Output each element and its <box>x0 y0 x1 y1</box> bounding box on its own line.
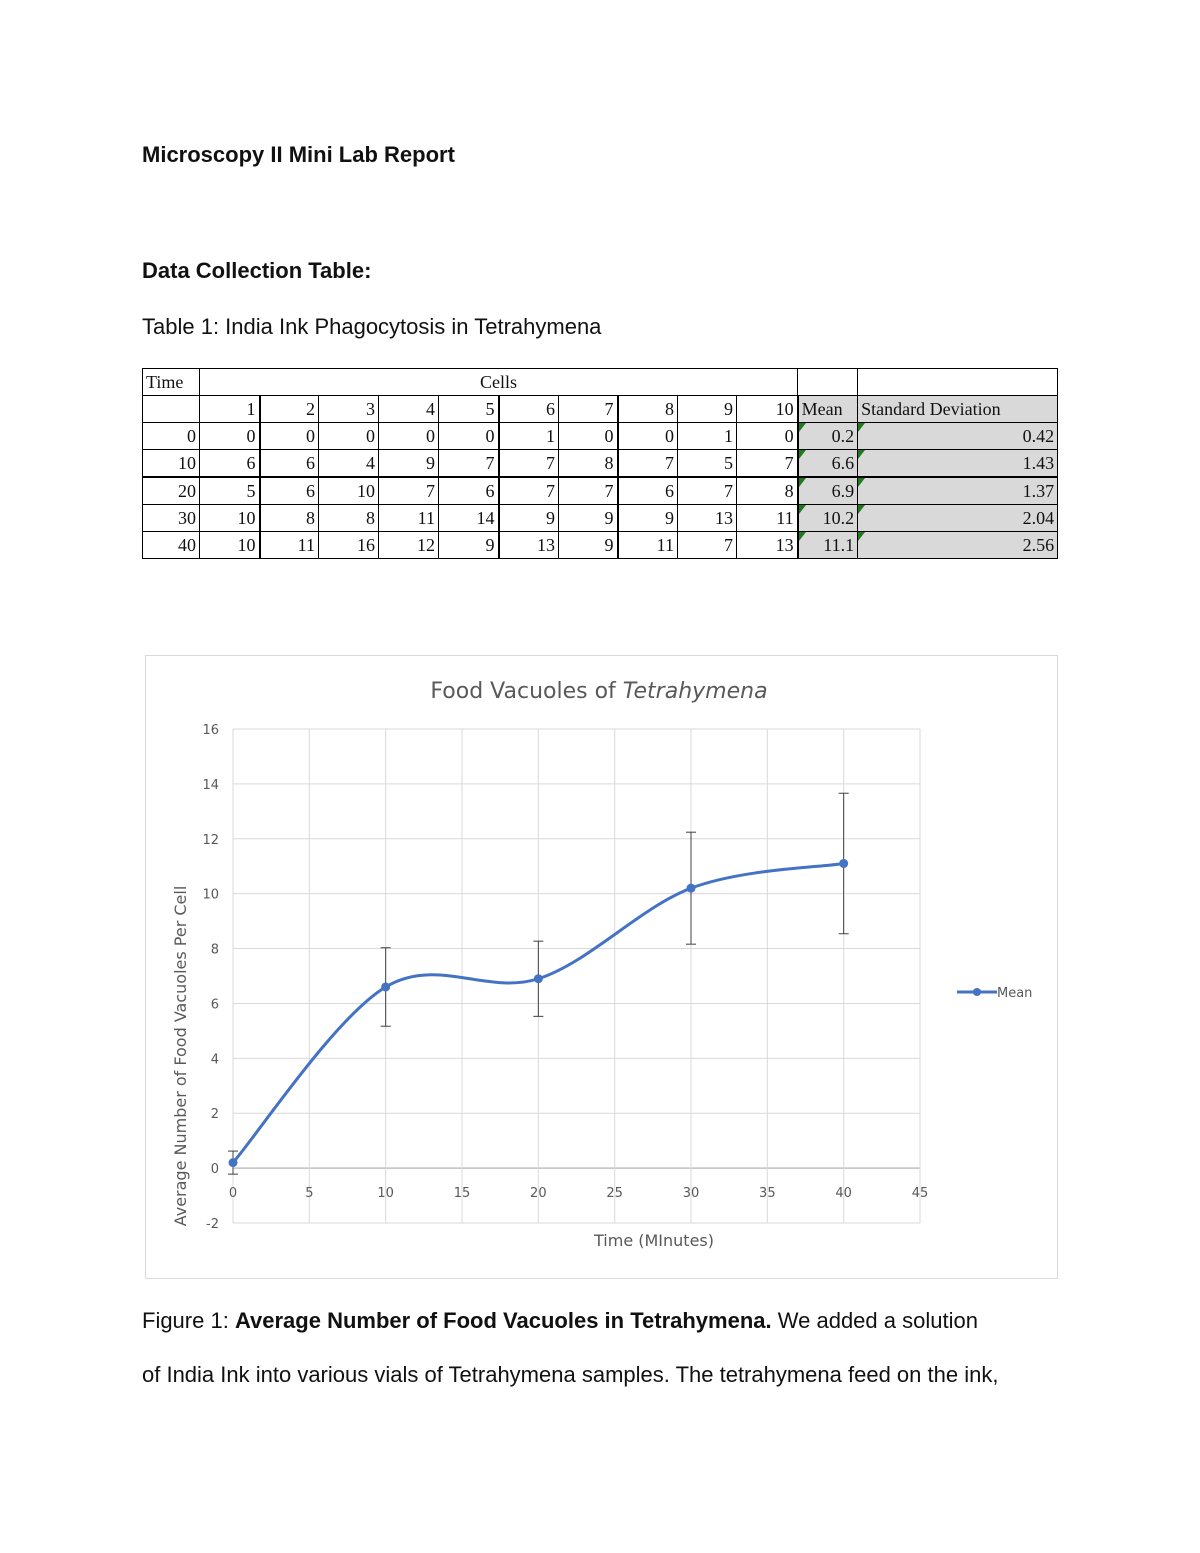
cell-count: 7 <box>678 477 737 505</box>
cell-count: 0 <box>200 423 260 450</box>
y-tick-label: 6 <box>210 997 219 1013</box>
table-row <box>143 477 1058 505</box>
cell-count: 9 <box>439 532 499 559</box>
cell-count: 7 <box>499 477 559 505</box>
cell-count: 10 <box>200 505 260 532</box>
green-triangle-icon <box>858 423 865 432</box>
x-tick-label: 15 <box>453 1186 471 1202</box>
green-triangle-icon <box>858 478 865 487</box>
legend-marker <box>973 988 981 996</box>
sd-value: 1.43 <box>1022 452 1055 473</box>
green-triangle-icon <box>799 478 806 487</box>
cell-number-header: 5 <box>439 396 499 423</box>
time-cell: 0 <box>143 423 200 450</box>
cell-count: 0 <box>379 423 439 450</box>
cell-count: 7 <box>439 450 499 478</box>
cell-count: 14 <box>439 505 499 532</box>
header-blank <box>858 369 1058 396</box>
section-heading: Data Collection Table: <box>142 258 372 283</box>
chart-svg <box>146 656 1057 1278</box>
cell-count: 0 <box>559 423 618 450</box>
y-tick-label: 14 <box>202 777 219 793</box>
cell-count: 6 <box>618 477 678 505</box>
cell-count: 7 <box>678 532 737 559</box>
y-tick-label: 0 <box>210 1162 219 1178</box>
mean-value: 6.9 <box>831 480 855 501</box>
cell-number-header: 4 <box>379 396 439 423</box>
cell-count: 1 <box>499 423 559 450</box>
cell-count: 16 <box>319 532 379 559</box>
green-triangle-icon <box>799 505 806 514</box>
y-tick-label: 10 <box>202 887 219 903</box>
cell-number-header: 8 <box>618 396 678 423</box>
figure-text-1: We added a solution <box>771 1308 978 1333</box>
header-blank <box>798 369 858 396</box>
cell-count: 6 <box>439 477 499 505</box>
data-point <box>534 974 543 983</box>
sd-value: 2.04 <box>1022 507 1055 528</box>
green-triangle-icon <box>799 423 806 432</box>
cell-count: 0 <box>737 423 798 450</box>
cell-count: 9 <box>559 505 618 532</box>
food-vacuoles-chart <box>145 655 1058 1279</box>
cell-count: 6 <box>260 477 319 505</box>
legend-label-mean: Mean <box>997 986 1033 1001</box>
cell-number-header: 6 <box>499 396 559 423</box>
x-tick-label: 10 <box>377 1186 394 1202</box>
mean-value: 10.2 <box>822 507 855 528</box>
cell-count: 13 <box>499 532 559 559</box>
sd-value: 0.42 <box>1022 425 1055 446</box>
sd-value: 2.56 <box>1022 534 1055 555</box>
data-point <box>381 982 390 991</box>
y-tick-label: 16 <box>202 723 219 738</box>
x-tick-label: 20 <box>530 1186 547 1202</box>
y-axis-label: Average Number of Food Vacuoles Per Cell <box>171 885 190 1227</box>
data-collection-table <box>142 368 1058 559</box>
header-mean: Mean <box>798 396 858 423</box>
cell-number-header: 2 <box>260 396 319 423</box>
mean-cell <box>798 477 858 505</box>
cell-count: 12 <box>379 532 439 559</box>
cell-count: 0 <box>319 423 379 450</box>
green-triangle-icon <box>799 532 806 541</box>
cell-count: 7 <box>737 450 798 478</box>
green-triangle-icon <box>858 532 865 541</box>
cell-count: 11 <box>379 505 439 532</box>
x-tick-label: 0 <box>228 1186 238 1202</box>
time-cell: 10 <box>143 450 200 478</box>
cell-count: 7 <box>379 477 439 505</box>
green-triangle-icon <box>858 450 865 459</box>
cell-count: 8 <box>260 505 319 532</box>
chart-gridlines <box>233 729 920 1223</box>
time-cell: 40 <box>143 532 200 559</box>
legend <box>957 986 1032 1001</box>
figure-caption-line2: of India Ink into various vials of Tetrahymena samples. The tetrahymena feed on the ink, <box>142 1362 999 1387</box>
mean-cell <box>798 450 858 478</box>
sd-value: 1.37 <box>1022 480 1055 501</box>
blank-cell <box>143 396 200 423</box>
green-triangle-icon <box>799 450 806 459</box>
x-tick-label: 5 <box>305 1186 314 1202</box>
cell-count: 0 <box>439 423 499 450</box>
cell-count: 5 <box>678 450 737 478</box>
header-cells: Cells <box>200 369 798 396</box>
data-point <box>687 884 696 893</box>
x-axis-ticks <box>229 1186 928 1201</box>
green-triangle-icon <box>858 505 865 514</box>
mean-value: 6.6 <box>831 452 855 473</box>
cell-count: 9 <box>499 505 559 532</box>
mean-cell <box>798 532 858 559</box>
figure-caption-line1 <box>142 1308 978 1334</box>
cell-count: 9 <box>559 532 618 559</box>
cell-count: 6 <box>200 450 260 478</box>
figure-label: Figure 1: <box>142 1308 235 1333</box>
cell-count: 0 <box>618 423 678 450</box>
cell-count: 9 <box>379 450 439 478</box>
table-row <box>143 450 1058 478</box>
time-cell: 30 <box>143 505 200 532</box>
cell-count: 10 <box>319 477 379 505</box>
cell-count: 6 <box>260 450 319 478</box>
header-standard-deviation: Standard Deviation <box>858 396 1058 423</box>
cell-count: 11 <box>618 532 678 559</box>
cell-number-header: 3 <box>319 396 379 423</box>
table-row <box>143 505 1058 532</box>
mean-value: 0.2 <box>831 425 855 446</box>
cell-count: 11 <box>737 505 798 532</box>
x-tick-label: 45 <box>911 1186 929 1202</box>
table-caption: Table 1: India Ink Phagocytosis in Tetrahymena <box>142 314 602 339</box>
cell-count: 13 <box>737 532 798 559</box>
cell-number-row <box>143 396 1058 423</box>
cell-count: 0 <box>260 423 319 450</box>
sd-cell <box>858 423 1058 450</box>
report-title: Microscopy II Mini Lab Report <box>142 142 455 167</box>
data-point <box>229 1158 238 1167</box>
sd-cell <box>858 450 1058 478</box>
cell-number-header: 7 <box>559 396 618 423</box>
x-tick-label: 40 <box>835 1186 852 1202</box>
cell-number-header: 9 <box>678 396 737 423</box>
cell-count: 13 <box>678 505 737 532</box>
time-cell: 20 <box>143 477 200 505</box>
cell-number-header: 10 <box>737 396 798 423</box>
cell-count: 7 <box>559 477 618 505</box>
table-row <box>143 532 1058 559</box>
cell-count: 5 <box>200 477 260 505</box>
table-header-row <box>143 369 1058 396</box>
chart-title: Food Vacuoles of Tetrahymena <box>430 679 768 704</box>
cell-count: 8 <box>559 450 618 478</box>
data-point <box>839 859 848 868</box>
table-row <box>143 423 1058 450</box>
y-tick-label: 4 <box>210 1052 219 1068</box>
header-time: Time <box>143 369 200 396</box>
cell-count: 4 <box>319 450 379 478</box>
x-tick-label: 25 <box>606 1186 623 1202</box>
x-axis-label: Time (MInutes) <box>594 1231 714 1250</box>
mean-cell <box>798 505 858 532</box>
y-tick-label: 12 <box>202 832 219 848</box>
cell-count: 10 <box>200 532 260 559</box>
figure-title: Average Number of Food Vacuoles in Tetrahymena. <box>234 1308 772 1333</box>
cell-count: 8 <box>737 477 798 505</box>
cell-count: 9 <box>618 505 678 532</box>
cell-count: 7 <box>618 450 678 478</box>
y-tick-label: 2 <box>210 1107 219 1123</box>
x-tick-label: 30 <box>682 1186 700 1202</box>
cell-count: 1 <box>678 423 737 450</box>
x-tick-label: 35 <box>759 1186 776 1202</box>
y-axis-ticks <box>202 723 219 1232</box>
y-tick-label: 8 <box>210 942 219 958</box>
cell-number-header: 1 <box>200 396 260 423</box>
sd-cell <box>858 532 1058 559</box>
cell-count: 11 <box>260 532 319 559</box>
sd-cell <box>858 477 1058 505</box>
y-tick-label: -2 <box>206 1217 219 1232</box>
mean-value: 11.1 <box>823 534 855 555</box>
mean-cell <box>798 423 858 450</box>
cell-count: 7 <box>499 450 559 478</box>
sd-cell <box>858 505 1058 532</box>
cell-count: 8 <box>319 505 379 532</box>
